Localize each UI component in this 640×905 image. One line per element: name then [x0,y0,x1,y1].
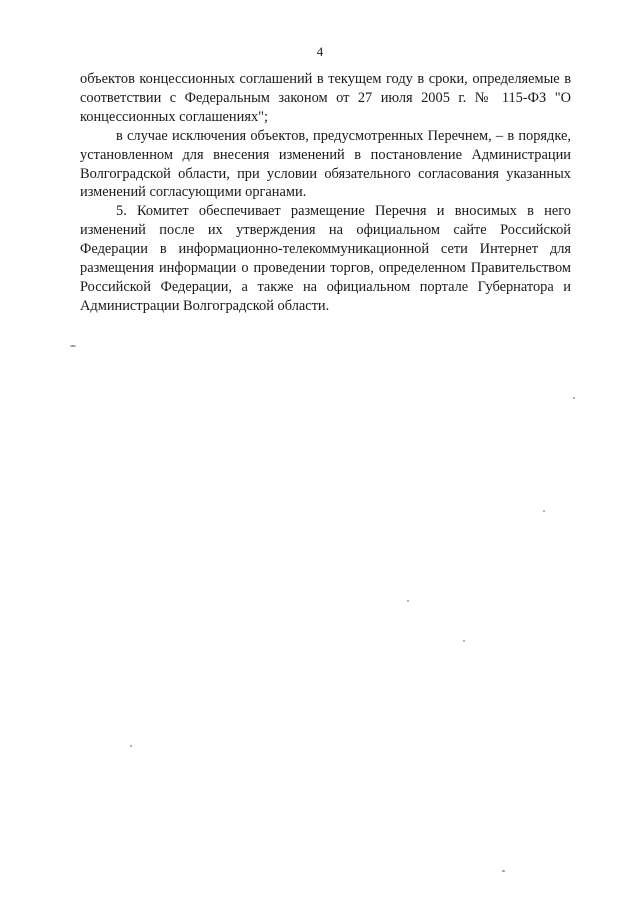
paragraph-item-5: 5. Комитет обеспечивает размещение Перечня и вносимых в него изменений после их утверждения на официальном сайте Российской Федерации в информационно-телекоммуникационной сети Интернет для размещения информации о проведении торгов, определенном Правительством Российской Федерации, а также на официальном портале Губернатора и Администрации Волгоградской области. [80,203,571,314]
scan-speck [407,600,409,602]
paragraph-exclusion-clause: в случае исключения объектов, предусмотренных Перечнем, – в порядке, установленном для внесения изменений в постановление Администрации Волгоградской области, при условии обязательного согласования указанных изменений согласующими органами. [80,127,571,201]
scan-speck [543,510,545,512]
scan-speck [130,745,132,747]
document-body [80,70,571,316]
scan-speck [70,345,76,347]
paragraph-continuation: объектов концессионных соглашений в текущем году в сроки, определяемые в соответствии с Федеральным законом от 27 июля 2005 г. № 115-ФЗ "О концессионных соглашениях"; [80,71,571,125]
scan-speck [463,640,465,642]
page-number: 4 [316,44,324,59]
scan-speck [573,397,575,399]
scan-speck [502,870,505,872]
